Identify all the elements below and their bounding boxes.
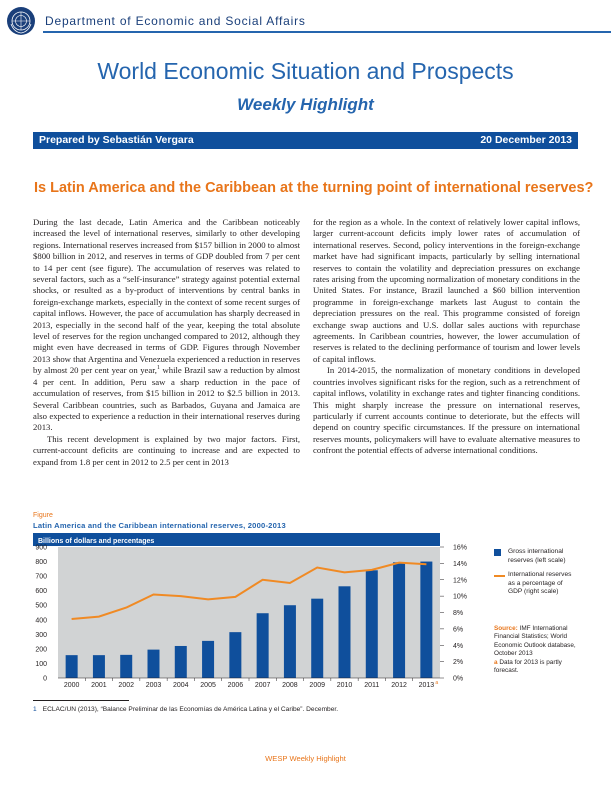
paragraph: In 2014-2015, the normalization of monetary conditions in developed countries involves significant risks for the region, such as a retrenchment of capital inflows, volatility in exchange rates and tighter financing conditions. This might sharply increase the pressure on international reserves, particularly if current accounts continue to deteriorate, but the effects will depend on country specific circumstances. If the pressure on international reserves mounts, policymakers will have to evaluate alternative measures to confront the potential effects of adverse international conditions. xyxy=(313,365,580,456)
legend-item-reserves xyxy=(494,548,578,565)
figure-source xyxy=(494,625,582,675)
author-byline: Prepared by Sebastián Vergara xyxy=(39,134,194,146)
y-left-tick-label: 300 xyxy=(35,631,47,639)
y-right-tick-label: 14% xyxy=(453,560,468,568)
x-tick-label: 2011 xyxy=(364,682,380,689)
legend-swatch-bar xyxy=(494,549,501,556)
bar-reserves xyxy=(393,562,405,678)
bar-reserves xyxy=(229,632,241,678)
page-footer: WESP Weekly Highlight xyxy=(265,754,346,763)
x-tick-label: 2006 xyxy=(227,682,244,689)
y-left-tick-label: 500 xyxy=(35,602,47,610)
y-left-tick-label: 100 xyxy=(35,660,47,668)
y-right-tick-label: 16% xyxy=(453,544,468,552)
note-text: Data for 2013 is partly forecast. xyxy=(494,658,562,675)
chart-unit-label: Billions of dollars and percentages xyxy=(38,538,155,545)
header-rule xyxy=(43,31,611,33)
x-tick-label: 2013 xyxy=(418,682,435,689)
note-label: a xyxy=(494,658,498,666)
legend-label: Gross international reserves (left scale) xyxy=(508,548,566,564)
y-left-tick-label: 400 xyxy=(35,617,47,625)
article-column-left xyxy=(33,217,300,468)
bar-reserves xyxy=(66,655,78,678)
y-right-tick-label: 0% xyxy=(453,675,464,683)
y-left-tick-label: 900 xyxy=(35,544,47,552)
y-left-tick-label: 0 xyxy=(43,675,47,683)
x-tick-label: 2008 xyxy=(282,682,298,689)
source-label: Source: xyxy=(494,625,518,632)
bar-reserves xyxy=(420,562,432,678)
bar-reserves xyxy=(257,613,269,678)
y-left-tick-label: 200 xyxy=(35,646,47,654)
x-tick-label: 2012 xyxy=(391,682,407,689)
paragraph: for the region as a whole. In the context of relatively lower capital inflows, larger current-account deficits imply lower rates of accumulation of international reserves. Second, policy interventions in the foreign-exchange market have had significant impacts, particularly by selling international reserves to contain the volatility and depreciation pressures on exchange rates arising from the upcoming normalization of monetary conditions in the United States. For instance, Brazil launched a $60 billion intervention programme in foreign-exchange markets last August to contain the depreciation pressures on the real. This programme consisted of foreign exchange swap auctions and U.S. dollar sales auctions with repurchase agreements. In Caribbean countries, however, the lower accumulation of reserves is related to the declining performance of tourism and lower levels of capital inflows. xyxy=(313,217,580,364)
footnote-reference[interactable]: 1 xyxy=(156,365,160,372)
bar-reserves xyxy=(202,641,214,678)
bar-reserves xyxy=(148,650,160,678)
page-title: World Economic Situation and Prospects xyxy=(97,58,514,84)
legend-label: International reserves as a percentage of GDP (right scale) xyxy=(508,571,572,595)
y-right-tick-label: 8% xyxy=(453,610,464,617)
figure-label: Figure xyxy=(33,512,53,519)
paragraph xyxy=(33,217,300,434)
x-tick-label: 2009 xyxy=(309,682,326,689)
article-headline: Is Latin America and the Caribbean at the turning point of international reserves? xyxy=(34,180,594,196)
paragraph-text: During the last decade, Latin America and the Caribbean noticeably increased the level of international reserves, similarly to other developing regions. International reserves increased from $157 billion in 2000 to almost $800 billion in 2012, and reserves in terms of GDP doubled from 7 per cent to 14 per cent (see figure). The accumulation of reserves was related to several factors, such as a “self-insurance” strategy against potential external shocks, or resulted as a by-product of interventions by central banks in foreign-exchange markets, especially in the context of some recent surges of capital inflows. However, the pace of accumulation has sharply decreased in 2013, especially in the second half of the year, keeping the total absolute level of reserves for the region unchanged compared to 2012, although they might even have decreased in terms of GDP. Figures through November 2013 show that Argentina and Venezuela experienced a reduction in reserves by almost 20 per cent year on year, xyxy=(33,217,300,376)
bar-reserves xyxy=(93,655,105,678)
paragraph-text: while Brazil saw a reduction by almost 4 per cent. In addition, Peru saw a sharp reduction in the pace of accumulation of reserves, from $15 billion in 2012 to $2.5 billion in 2013. Several Caribbean countries, such as Barbados, Guyana and Jamaica are also expected to experience a reduction in their international reserves during 2013. xyxy=(33,365,300,433)
y-right-tick-label: 12% xyxy=(453,577,468,585)
y-left-tick-label: 800 xyxy=(35,559,47,567)
x-tick-label: 2004 xyxy=(172,682,189,689)
y-right-tick-label: 2% xyxy=(453,659,464,667)
y-left-tick-label: 700 xyxy=(35,573,47,581)
source-text: IMF International Financial Statistics; World Economic Outlook database, October 2013 xyxy=(494,625,576,658)
bar-reserves xyxy=(311,599,323,678)
bar-reserves xyxy=(120,655,132,678)
article-column-right xyxy=(313,217,580,457)
x-tick-label: 2001 xyxy=(91,682,107,689)
footnote-text: ECLAC/UN (2013), “Balance Preliminar de las Economías de América Latina y el Caribe”. December. xyxy=(42,706,339,713)
y-right-tick-label: 4% xyxy=(453,642,464,650)
bar-reserves xyxy=(175,646,187,678)
page-subtitle: Weekly Highlight xyxy=(237,95,374,114)
un-emblem-icon xyxy=(6,6,36,36)
chart-legend xyxy=(494,548,578,603)
byline-bar xyxy=(33,132,578,149)
footnote xyxy=(33,706,338,713)
x-tick-label: 2003 xyxy=(145,682,162,689)
footnote-number: 1 xyxy=(33,706,37,713)
x-tick-label: 2000 xyxy=(63,682,80,689)
x-tick-label: 2005 xyxy=(200,682,216,689)
y-right-tick-label: 10% xyxy=(453,593,468,601)
footnote-rule xyxy=(33,700,129,701)
x-tick-label: 2007 xyxy=(254,682,271,689)
bar-reserves xyxy=(366,570,378,678)
paragraph: This recent development is explained by two major factors. First, current-account deficits are continuing to increase and are expected to expand from 1.8 per cent in 2012 to 2.5 per cent in 2013 xyxy=(33,433,300,467)
x-tick-label: 2010 xyxy=(336,682,353,689)
figure-title: Latin America and the Caribbean international reserves, 2000-2013 xyxy=(33,521,286,530)
department-name: Department of Economic and Social Affairs xyxy=(45,14,306,28)
x-tick-label: 2002 xyxy=(118,682,135,689)
bar-reserves xyxy=(339,586,351,678)
y-right-tick-label: 6% xyxy=(453,626,464,634)
legend-item-percent-gdp xyxy=(494,571,578,597)
legend-swatch-line xyxy=(494,575,505,577)
publication-date: 20 December 2013 xyxy=(480,134,572,146)
y-left-tick-label: 600 xyxy=(35,588,47,596)
bar-reserves xyxy=(284,605,296,678)
x-tick-note: a xyxy=(435,680,439,686)
